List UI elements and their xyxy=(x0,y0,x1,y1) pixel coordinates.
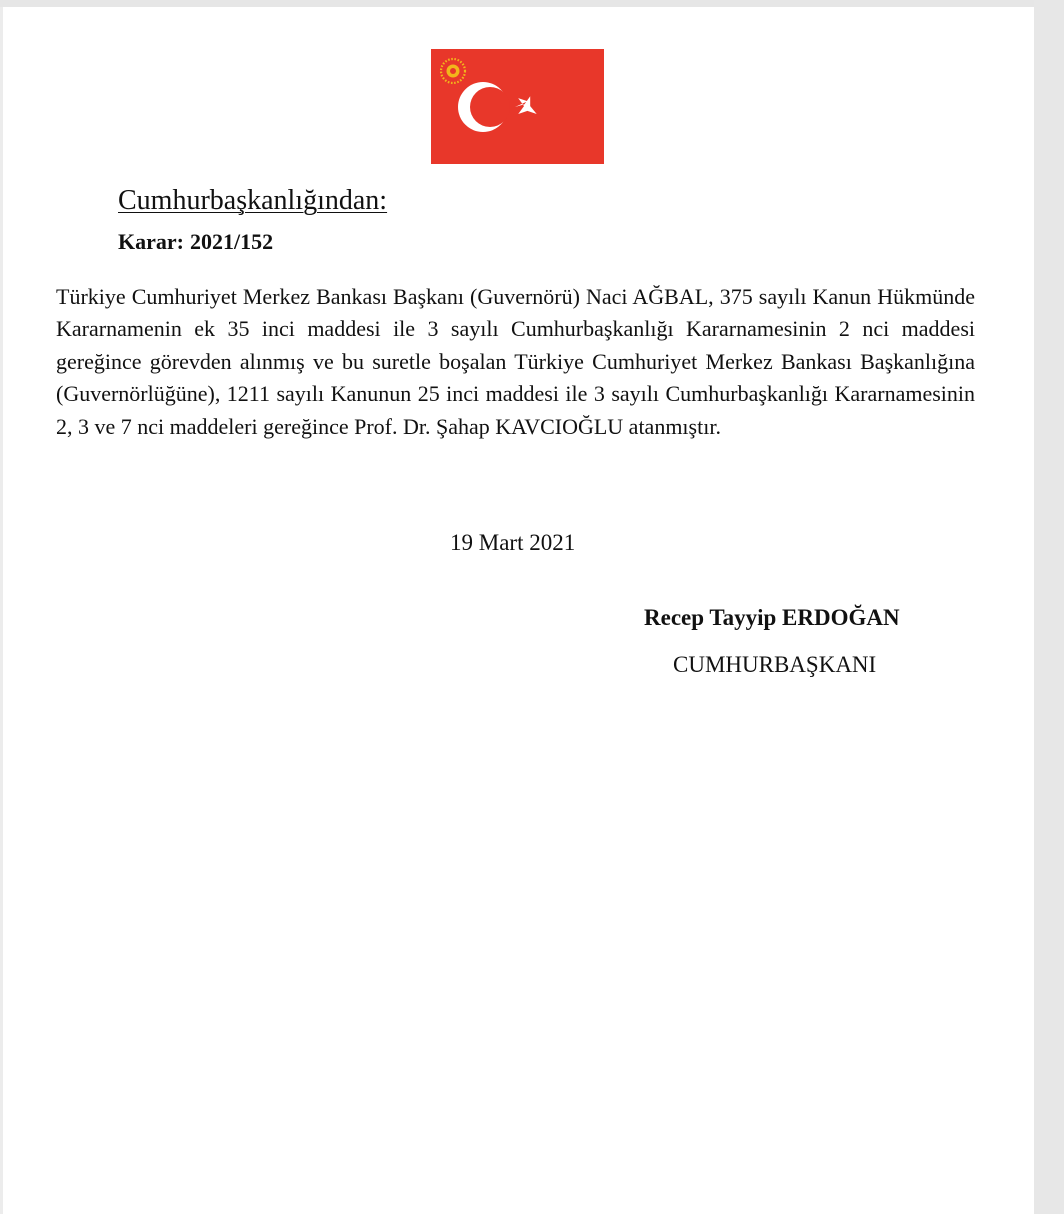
right-margin xyxy=(1034,0,1064,1214)
decree-body-text: Türkiye Cumhuriyet Merkez Bankası Başkanı (Guvernörü) Naci AĞBAL, 375 sayılı Kanun Hükmünde Kararnamenin ek 35 inci maddesi ile 3 sayılı Cumhurbaşkanlığı Kararnamesinin 2 nci maddesi gereğince görevden alınmış ve bu suretle boşalan Türkiye Cumhuriyet Merkez Bankası Başkanlığına (Guvernörlüğüne), 1211 sayılı Kanunun 25 inci maddesi ile 3 sayılı Cumhurbaşkanlığı Kararnamesinin 2, 3 ve 7 nci maddeleri gereğince Prof. Dr. Şahap KAVCIOĞLU atanmıştır. xyxy=(56,284,975,439)
decree-line xyxy=(118,229,273,255)
decree-label: Karar: xyxy=(118,229,184,254)
issuer-heading: Cumhurbaşkanlığından: xyxy=(118,185,388,216)
document-page xyxy=(3,7,1034,1214)
decree-number: 2021/152 xyxy=(189,229,274,254)
turkish-flag-icon xyxy=(431,49,604,164)
decree-date: 19 Mart 2021 xyxy=(450,530,576,555)
top-margin xyxy=(0,0,1064,7)
signer-name: Recep Tayyip ERDOĞAN xyxy=(644,605,900,630)
signer-title: CUMHURBAŞKANI xyxy=(673,652,877,677)
